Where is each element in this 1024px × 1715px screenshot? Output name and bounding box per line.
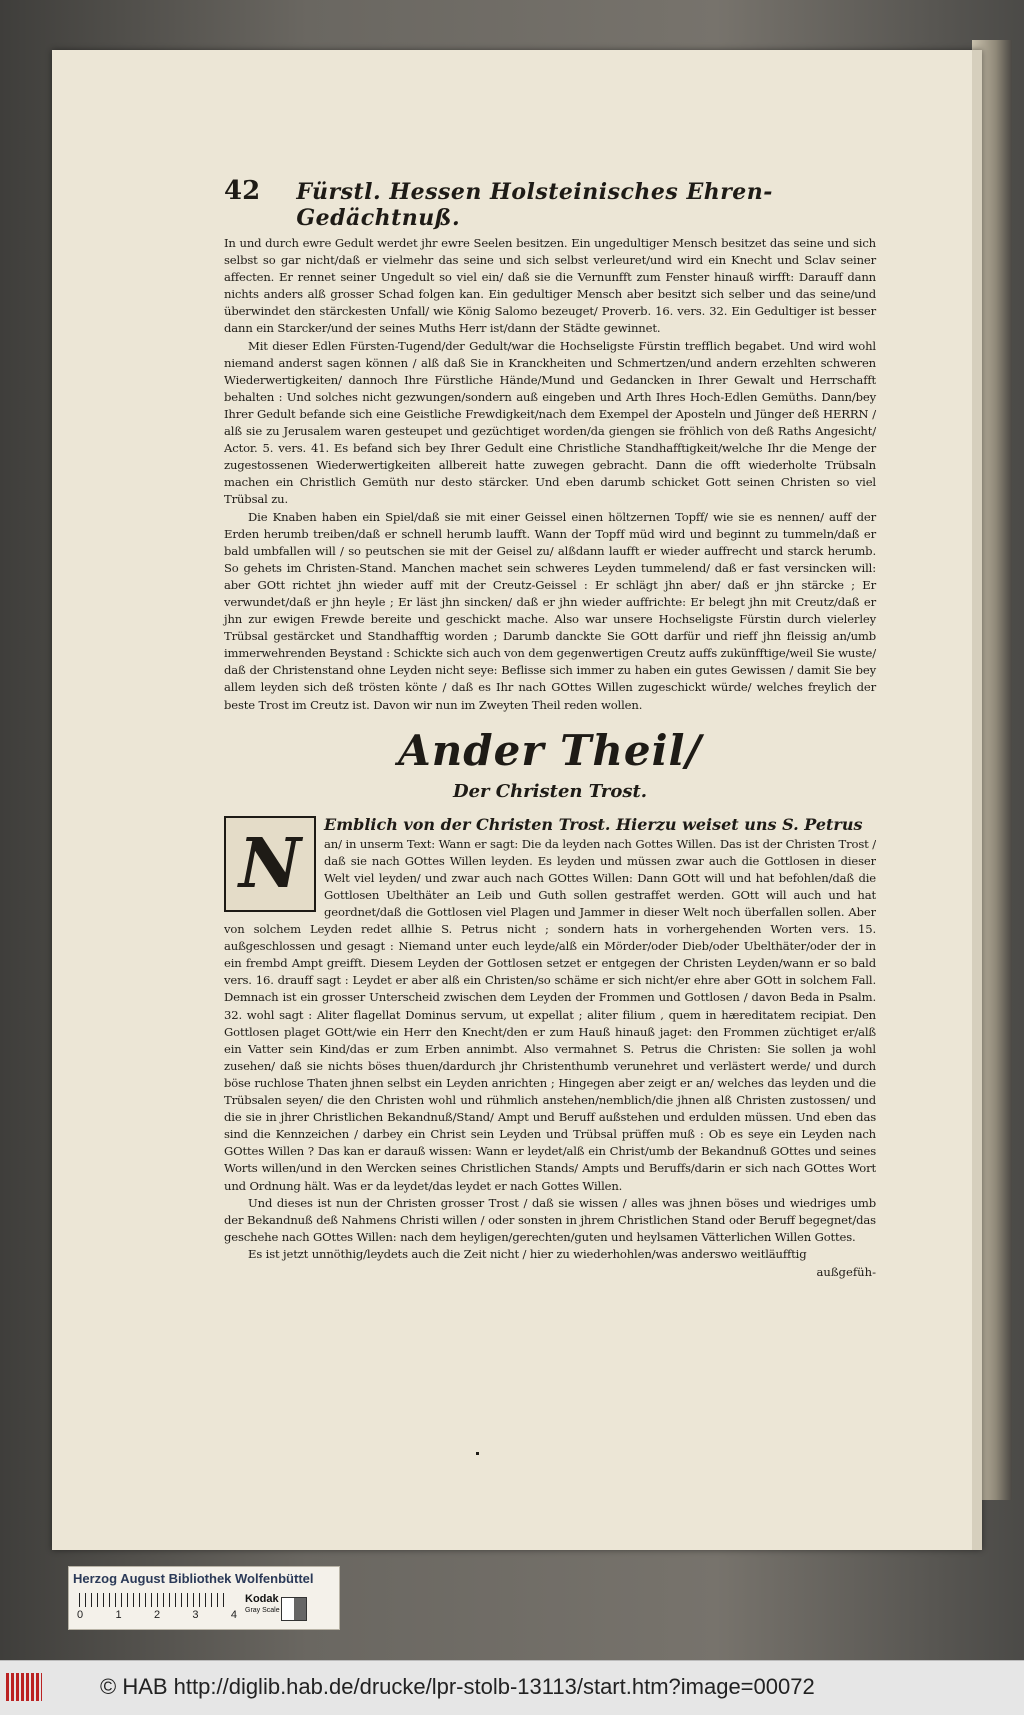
section-title: Ander Theil/: [398, 725, 702, 775]
paragraph: Und dieses ist nun der Christen grosser Trost / daß sie wissen / alles was jhnen böses und wiedriges umb der Bekandnuß deß Nahmens Christi willen / oder sonsten in jhrem Christlichen Stand oder Beruff begegnet/das geschehe nach GOttes Willen: nach dem heyligen/gerechten/guten und heylsamen Vätterlichen Willen Gottes.: [224, 1195, 876, 1244]
gray-scale-label: Gray Scale: [245, 1607, 280, 1614]
ruler-number: 3: [192, 1609, 199, 1621]
paragraph: Die Knaben haben ein Spiel/daß sie mit einer Geissel einen höltzernen Topff/ wie sie es nennen/ auff der Erden herumb treiben/daß er schnell herumb laufft. Wann der Topff müd wird und beginnt zu tummeln/daß er bald umbfallen will / so peutschen sie mit der Geisel zu/ alßdann laufft er wieder auffrecht und starck herumb. So gehets im Christen-Stand. Manchen machet sein schweres Leyden tummelend/ daß er fast versincken will: aber GOtt richtet jhn wieder auff mit der Creutz-Geissel : Er schlägt jhn aber/ daß er jhn stärcke ; Er verwundet/daß er jhn heyle ; Er läst jhn sincken/ daß er jhn wieder auffrichte: Er belegt jhn mit Creutz/daß er jhn zur ewigen Frewde bereite und geschickt mache. Also war unsere Hochseligste Fürstin durch vielerley Trübsal gestärcket und Standhafftig worden ; Darumb danckte Sie GOtt darfür und rieff jhn fleissig an/umb immerwehrenden Beystand : Schickte sich auch von dem gegenwertigen Creutz auffs zukünfftige/weil Sie wuste/ daß der Christenstand ohne Leyden nicht seye: Beflisse sich immer zu haben ein gutes Gewissen / damit Sie bey allem leyden sich deß trösten könte / daß es Ihr nach GOttes Willen zugeschickt würde/ welches freylich der beste Trost im Creutz ist. Davon wir nun im Zweyten Theil reden wollen.: [224, 509, 877, 712]
ruler-number: 4: [230, 1609, 237, 1621]
running-head: [224, 176, 876, 231]
paragraph: an/ in unserm Text: Wann er sagt: Die da leyden nach Gottes Willen. Das ist der Christen Trost / daß sie nach GOttes Willen leyden. Es leyden und müssen zwar auch die Gottlosen in dieser Welt viel leyden/ und zwar auch nach GOttes Willen: Dann GOtt will und hat befohlen/daß die Gottlosen Ubelthäter an Leib und Guth sollen gestraffet werden. GOtt will auch und hat geordnet/daß die Gottlosen viel Plagen und Jammer in dieser Welt noch überfallen sollen. Aber von solchem Leyden redet allhie S. Petrus nicht ; sondern hats in vorhergehenden Worten vers. 15. außgeschlossen und gesagt : Niemand unter euch leyde/alß ein Mörder/oder Dieb/oder Ubelthäter/oder der in ein frembd Ampt greifft. Diesem Leyden der Gottlosen setzet er entgegen der Christen Leyden/wann er so bald vers. 16. drauff sagt : Leydet er aber alß ein Christen/so schäme er sich nicht/er ehre aber GOtt in solchem Fall. Demnach ist ein grosser Unterscheid zwischen dem Leyden der Frommen und Gottlosen / davon Beda in Psalm. 32. wohl sagt : Aliter flagellat Dominus servum, ut expellat ; aliter filium , quem in hæreditatem recipiat. Den Gottlosen plaget GOtt/wie ein Herr den Knecht/den er zum Hauß hinauß jaget: den Frommen züchtiget er/alß ein Vatter sein Kind/das er zum Erben annimbt. Also vermahnet S. Petrus die Christen: Sie sollen ja wohl zusehen/ daß sie nichts böses thuen/dardurch jhr Christenthumb verunehret und verlästert werde/ und durch böse ruchlose Thaten jhnen selbst ein Leyden anrichten ; Hingegen aber zeigt er an/ welches das leyden und die Trübsalen seyen/ die den Christen wohl und rühmlich anstehen/nemblich/die jhnen alß Christen zustossen/ und die sie in jhrer Christlichen Bekandnuß/Stand/ Ampt und Beruff außstehen und erdulden müssen. Und eben das sind die Kennzeichen / darbey ein Christ sein Leyden und Trübsal prüffen muß : Ob es seye ein Leyden nach GOttes Willen ? Das kan er darauß wissen: Wann er leydet/alß ein Christ/umb der Bekandnuß GOttes und seines Worts willen/und in den Wercken seines Christlichen Stands/ Ampts und Beruffs/darin er sich nach GOttes Wort und Ordnung hält. Was er da leydet/das leydet er nach Gottes Willen.: [224, 836, 876, 1193]
footer-bar: [0, 1660, 1024, 1715]
body-part-1: [224, 235, 876, 714]
ruler-number: 0: [77, 1609, 84, 1621]
kodak-brand: Kodak: [245, 1593, 279, 1605]
page-number: 42: [224, 176, 261, 206]
lead-line: Emblich von der Christen Trost. Hierzu weiset uns S. Petrus: [324, 814, 863, 834]
ruler-numbers: [77, 1609, 237, 1621]
ink-speck: [476, 1452, 479, 1455]
color-target: [68, 1566, 340, 1630]
ruler: [79, 1593, 229, 1607]
ruler-number: 1: [115, 1609, 122, 1621]
library-label: Herzog August Bibliothek Wolfenbüttel: [73, 1571, 314, 1586]
drop-cap: N: [224, 816, 316, 912]
footer-url[interactable]: © HAB http://diglib.hab.de/drucke/lpr-stolb-13113/start.htm?image=00072: [100, 1674, 815, 1699]
body-part-2: [224, 814, 876, 1195]
gray-scale-patch: [281, 1597, 307, 1621]
barcode-icon: [6, 1673, 42, 1701]
body-part-3: [224, 1195, 876, 1263]
paragraph: Es ist jetzt unnöthig/leydets auch die Zeit nicht / hier zu wiederhohlen/was anderswo weitläufftig: [248, 1246, 807, 1261]
running-title: Fürstl. Hessen Holsteinisches Ehren-Gedächtnuß.: [296, 179, 773, 231]
page-text: [224, 176, 876, 1279]
section-subtitle: Der Christen Trost.: [452, 780, 648, 802]
paragraph: In und durch ewre Gedult werdet jhr ewre Seelen besitzen. Ein ungedultiger Mensch besitzet das seine und sich selbst so gar nicht/daß er vielmehr das seine und sich selbst verleuret/und wird ein Knecht und Sclav seiner affecten. Er rennet seiner Ungedult so viel ein/ daß sie die Vernunfft zum Fenster hinauß wirfft: Darauff dann nichts anders alß grosser Schad folgen kan. Ein gedultiger Mensch aber besitzt sich selber und das seine/und überwindet den stärckesten Unfall/ wie König Salomo bezeuget/ Proverb. 16. vers. 32. Ein Gedultiger ist besser dann ein Starcker/und der seines Muths Herr ist/dann der Städte gewinnet.: [224, 236, 876, 336]
ruler-number: 2: [153, 1609, 161, 1621]
kodak-label: [245, 1593, 280, 1617]
catchword: außgefüh-: [816, 1264, 876, 1279]
paragraph: Mit dieser Edlen Fürsten-Tugend/der Gedult/war die Hochseligste Fürstin trefflich begabet. Und wird wohl niemand anderst sagen können / alß daß Sie in Kranckheiten und Schmertzen/und andern erzehlten schweren Wiederwertigkeiten/ dannoch Ihre Fürstliche Hände/Mund und Gedancken in Ihrer Gewalt und Herrschafft behalten : Und solches nicht gezwungen/sondern auß eingeben und Arth Ihres Hoch-Edlen Gemüths. Dann/bey Ihrer Gedult befande sich eine Geistliche Frewdigkeit/nach dem Exempel der Aposteln und Jünger deß HERRN / alß sie zu Jerusalem waren gesteupet und gezüchtiget worden/da giengen sie fröhlich von deß Raths Angesicht/ Actor. 5. vers. 41. Es befand sich bey Ihrer Gedult eine Christliche Standhafftigkeit/welche Ihr die Menge der zugestossenen Wiederwertigkeiten allbereit hatte zuwegen gebracht. Dann die offt wiederholte Trübsaln machen ein Christlich Gemüth nur desto stärcker. Und eben darumb schicket Gott seinen Christen so viel Trübsal zu.: [224, 338, 876, 507]
